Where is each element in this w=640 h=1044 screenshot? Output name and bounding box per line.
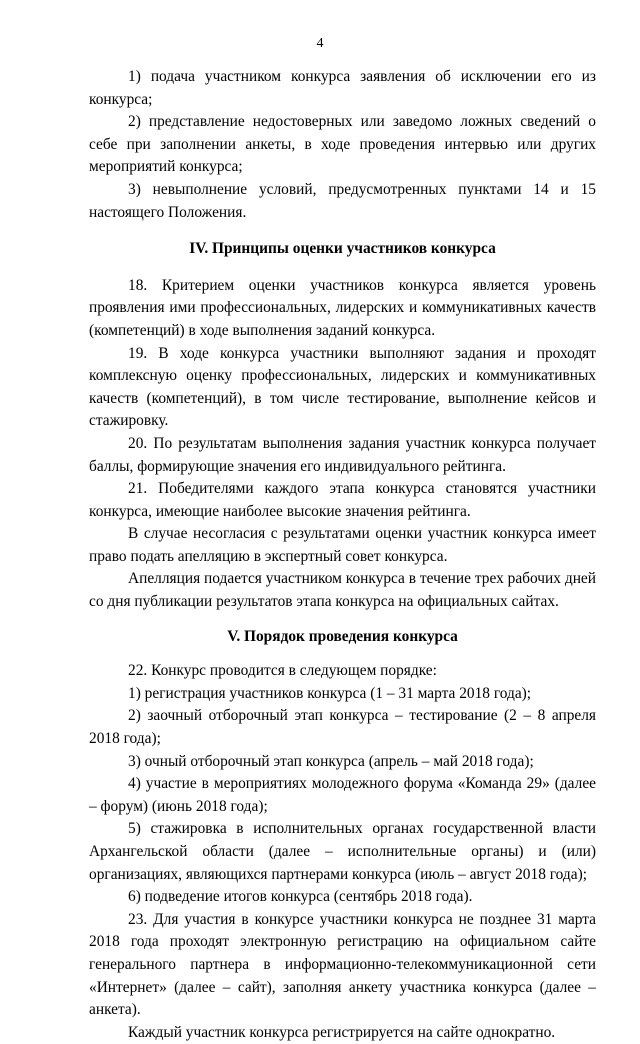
list-item: 2) заочный отборочный этап конкурса – тестирование (2 – 8 апреля 2018 года); (89, 707, 596, 748)
list-item: 3) невыполнение условий, предусмотренных пунктами 14 и 15 настоящего Положения. (89, 180, 596, 221)
paragraph-appeal-right: В случае несогласия с результатами оценки участник конкурса имеет право подать апелляцию в экспертный совет конкурса. (89, 525, 596, 565)
paragraph-22: 22. Конкурс проводится в следующем порядке: (128, 662, 437, 680)
list-item: 1) регистрация участников конкурса (1 – 31 марта 2018 года); (128, 684, 532, 702)
list-item: 1) подача участником конкурса заявления об исключении его из конкурса; (89, 68, 596, 108)
section-heading-v: V. Порядок проведения конкурса (227, 627, 458, 645)
list-item: 5) стажировка в исполнительных органах государственной власти Архангельской области (далее – исполнительные органы) и (или) организациях, являющихся партнерами конкурса (июль – август 2018 года); (89, 820, 596, 883)
list-item: 2) представление недостоверных или заведомо ложных сведений о себе при заполнении анкеты, в ходе проведения интервью или других мероприятий конкурса; (89, 113, 596, 176)
paragraph-23: 23. Для участия в конкурсе участники конкурса не позднее 31 марта 2018 года проходят электронную регистрацию на официальном сайте генерального партнера в информационно-телекоммуникационной сети «Интернет» (далее – сайт), заполняя анкету участника конкурса (далее – анкета). (89, 910, 596, 1019)
list-item: 4) участие в мероприятиях молодежного форума «Команда 29» (далее – форум) (июнь 2018 года); (89, 775, 596, 815)
list-item: 6) подведение итогов конкурса (сентябрь 2018 года). (128, 888, 473, 906)
document-body (89, 66, 596, 1044)
paragraph-registration-once: Каждый участник конкурса регистрируется на сайте однократно. (128, 1023, 556, 1041)
paragraph-21: 21. Победителями каждого этапа конкурса становятся участники конкурса, имеющие наиболее высокие значения рейтинга. (89, 480, 596, 520)
page-number: 4 (316, 36, 324, 51)
paragraph-appeal-deadline: Апелляция подается участником конкурса в течение трех рабочих дней со дня публикации результатов этапа конкурса на официальных сайтах. (89, 570, 596, 611)
paragraph-18: 18. Критерием оценки участников конкурса является уровень проявления ими профессиональных, лидерских и коммуникативных качеств (компетенций) в ходе выполнения заданий конкурса. (89, 276, 596, 339)
paragraph-19: 19. В ходе конкурса участники выполняют задания и проходят комплексную оценку профессиональных, лидерских и коммуникативных качеств (компетенций), в том числе тестирование, выполнение кейсов и стажировку. (89, 344, 596, 430)
section-heading-iv: IV. Принципы оценки участников конкурса (189, 240, 496, 258)
list-item: 3) очный отборочный этап конкурса (апрель – май 2018 года); (128, 752, 534, 770)
paragraph-20: 20. По результатам выполнения задания участник конкурса получает баллы, формирующие значения его индивидуального рейтинга. (89, 434, 596, 475)
